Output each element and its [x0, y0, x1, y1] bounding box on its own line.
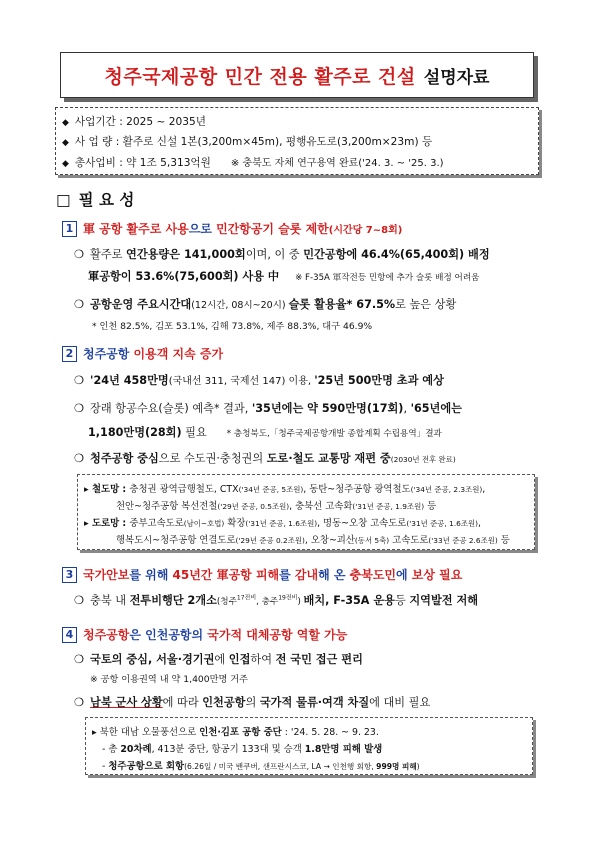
transport-network-box — [77, 474, 535, 550]
item-2-paragraph-2: ❍ 장래 항공수요(슬롯) 예측* 결과, '35년에는 약 590만명(17회), '65년에는 — [74, 402, 462, 415]
rail-network-line-1: ▸ 철도망 : 충청권 광역급행철도, CTX('34년 준공, 5조원), 동탄~청주공항 광역철도('34년 준공, 2.3조원), — [84, 484, 486, 495]
item-3-heading: 3 국가안보를 위해 45년간 軍공항 피해를 감내해 온 충북도민에 보상 필요 — [62, 566, 462, 583]
item-1-footnote: * 인천 82.5%, 김포 53.1%, 김해 73.8%, 제주 88.3%, 대구 46.9% — [92, 321, 373, 332]
incident-line-2: - 총 20차례, 413분 중단, 항공기 133대 및 승객 1.8만명 피해 발생 — [102, 744, 383, 755]
item-2-heading: 2 청주공항 이용객 지속 증가 — [62, 345, 223, 362]
item-2-paragraph-3: ❍ 청주공항 중심으로 수도권·충청권의 도로·철도 교통망 재편 중(2030년 전후 완료) — [74, 452, 456, 465]
document-subtitle: 설명자료 — [423, 67, 490, 88]
item-4-paragraph-2: ❍ 남북 군사 상황에 따라 인천공항의 국가적 물류·여객 차질에 대비 필요 — [74, 696, 431, 709]
item-1-paragraph-2: ❍ 공항운영 주요시간대(12시간, 08시~20시) 슬롯 활용율* 67.5%로 높은 상황 — [74, 298, 457, 311]
document-title: 청주국제공항 민간 전용 활주로 건설 — [104, 65, 416, 88]
incident-line-3: - 청주공항으로 회항(6.26일 / 미국 밴쿠버, 샌프란시스코, LA → 인천행 회항, 999명 피해) — [102, 761, 420, 772]
item-1-paragraph-1: ❍ 활주로 연간용량은 141,000회이며, 이 중 민간공항에 46.4%(65,400회) 배정 — [74, 248, 490, 261]
section-title: □ 필 요 성 — [56, 191, 135, 209]
item-number-box: 1 — [62, 221, 77, 237]
item-4-paragraph-1: ❍ 국토의 중심, 서울·경기권에 인접하여 전 국민 접근 편리 — [74, 653, 363, 666]
item-4-heading: 4 청주공항은 인천공항의 국가적 대체공항 역할 가능 — [62, 626, 347, 643]
north-korea-incident-box — [85, 717, 533, 775]
item-2-paragraph-1: ❍ '24년 458만명(국내선 311, 국제선 147) 이용, '25년 500만명 초과 예상 — [74, 374, 444, 387]
item-number-box: 4 — [62, 627, 77, 643]
item-number-box: 2 — [62, 346, 77, 362]
item-number-box: 3 — [62, 567, 77, 583]
rail-network-line-2: 천안~청주공항 복선전철('29년 준공, 0.5조원), 충북선 고속화('31년 준공, 1.9조원) 등 — [116, 501, 437, 512]
overview-line-cost: ◆ 총사업비 : 약 1조 5,313억원 ※ 충북도 자체 연구용역 완료('24. 3. ~ '25. 3.) — [62, 157, 444, 169]
item-3-paragraph-1: ❍ 충북 내 전투비행단 2개소(청주$^{17전비}$, 충주$^{19전비}$) 배치, F-35A 운용등 지역발전 저해 — [74, 594, 479, 607]
item-1-paragraph-1-cont: 軍공항이 53.6%(75,600회) 사용 中 ※ F-35A 軍작전등 민항에 추가 슬롯 배정 어려움 — [88, 270, 480, 283]
item-2-paragraph-2-cont: 1,180만명(28회) 필요 * 충청북도,「청주국제공항개발 종합계획 수립용역」결과 — [88, 426, 442, 439]
overview-line-scope: ◆ 사 업 량 : 활주로 신설 1본(3,200m×45m), 평행유도로(3,200m×23m) 등 — [62, 136, 433, 148]
road-network-line-1: ▸ 도로망 : 중부고속도로(남이~호법) 확장('31년 준공, 1.6조원), 명동~오창 고속도로('31년 준공, 1.6조원), — [84, 518, 482, 529]
incident-line-1: ▸ 북한 대남 오물풍선으로 인천·김포 공항 중단 : '24. 5. 28. ~ 9. 23. — [92, 727, 379, 738]
item-4-note: ※ 공항 이용권역 내 약 1,400만명 거주 — [90, 674, 249, 685]
title-box — [60, 52, 534, 98]
overview-line-period: ◆ 사업기간 : 2025 ~ 2035년 — [62, 116, 206, 128]
overview-box — [55, 107, 539, 175]
road-network-line-2: 행복도시~청주공항 연결도로('29년 준공 0.2조원), 오창~괴산(동서 5축) 고속도로('33년 준공 2.6조원) 등 — [116, 535, 510, 546]
item-1-heading: 1 軍 공항 활주로 사용으로 민간항공기 슬롯 제한(시간당 7~8회) — [62, 220, 402, 237]
